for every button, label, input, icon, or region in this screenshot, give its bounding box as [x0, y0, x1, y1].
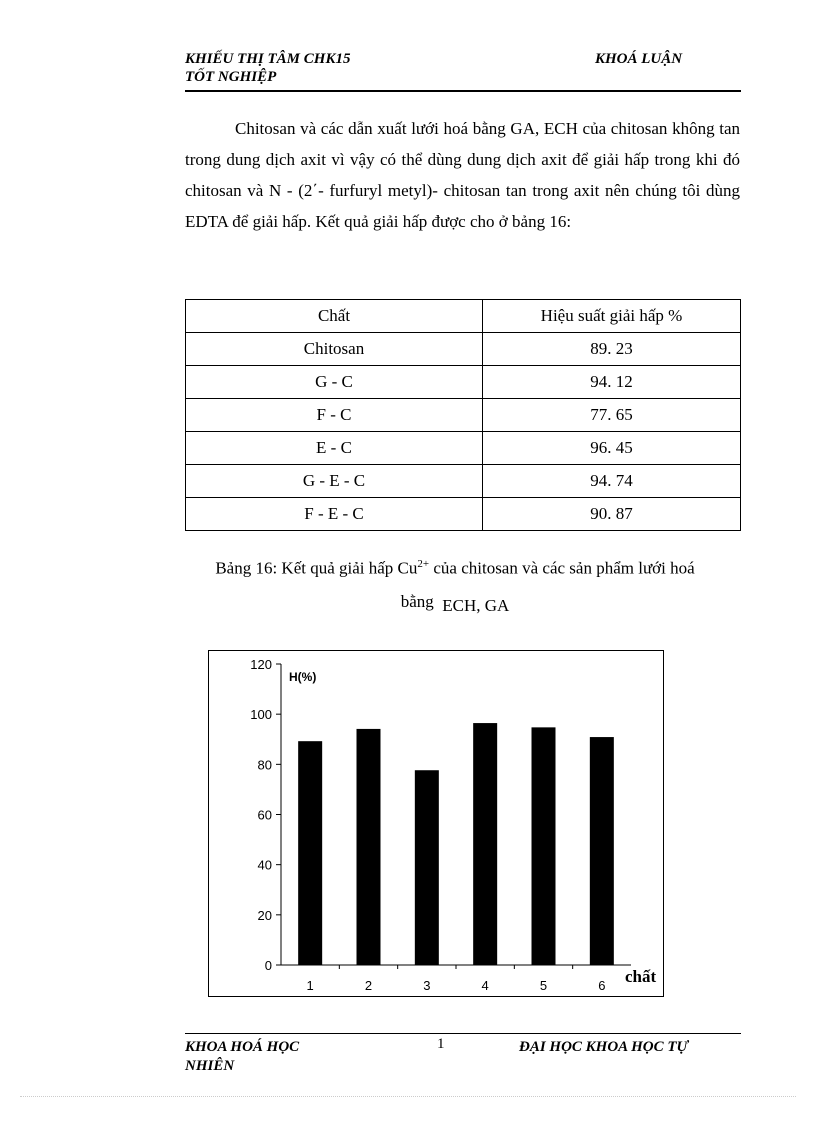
table-row	[186, 333, 741, 366]
table-header-row	[186, 300, 741, 333]
x-tick-label: 1	[306, 978, 314, 993]
cell-substance: G - C	[186, 366, 483, 399]
y-tick-label: 120	[250, 657, 272, 672]
caption-superscript: 2+	[417, 558, 430, 570]
footer-right: ĐẠI HỌC KHOA HỌC TỰ	[519, 1039, 689, 1055]
bar-chart	[209, 651, 663, 996]
cell-substance: E - C	[186, 432, 483, 465]
bar-6	[590, 737, 614, 965]
caption-line2-a: bằng	[400, 592, 434, 611]
x-tick-label: 3	[423, 978, 431, 993]
body-paragraph: Chitosan và các dẫn xuất lưới hoá bằng GA, ECH của chitosan không tan trong dung dịch axit vì vậy có thể dùng dung dịch axit để giải hấp trong khi đó chitosan và N - (2΄- furfuryl metyl)- chitosan tan trong axit nên chúng tôi dùng EDTA để giải hấp. Kết quả giải hấp được cho ở bảng 16:	[185, 119, 740, 231]
caption-text-start: Bảng 16: Kết quả giải hấp Cu	[215, 558, 418, 578]
header-left-line2: TỐT NGHIỆP	[185, 69, 277, 85]
cell-efficiency: 90. 87	[483, 498, 741, 531]
cell-efficiency: 94. 12	[483, 366, 741, 399]
footer-left-line1: KHOA HOÁ HỌC	[185, 1039, 300, 1055]
y-tick-label: 100	[250, 707, 272, 723]
y-tick-label: 20	[257, 907, 272, 923]
bar-1	[298, 741, 322, 965]
chart-frame	[208, 650, 664, 997]
x-tick-label: 4	[481, 978, 489, 993]
y-tick-label: 0	[264, 958, 272, 973]
bar-5	[532, 727, 556, 965]
col-header-substance: Chất	[186, 300, 483, 333]
cell-substance: F - C	[186, 399, 483, 432]
page-number: 1	[437, 1036, 445, 1052]
cell-efficiency: 96. 45	[483, 432, 741, 465]
bar-3	[415, 770, 439, 965]
x-tick-label: 5	[539, 978, 548, 993]
footer-rule	[185, 1033, 741, 1034]
cell-efficiency: 77. 65	[483, 399, 741, 432]
bar-4	[473, 723, 497, 965]
bar-2	[357, 729, 381, 965]
table-row	[186, 432, 741, 465]
y-tick-label: 80	[257, 757, 272, 773]
cell-substance: G - E - C	[186, 465, 483, 498]
cell-efficiency: 94. 74	[483, 465, 741, 498]
caption-text-end: của chitosan và các sản phẩm lưới hoá	[429, 558, 695, 578]
table-caption-line2	[170, 592, 740, 616]
cell-substance: F - E - C	[186, 498, 483, 531]
header-right: KHOÁ LUẬN	[595, 51, 683, 67]
header-left-line1: KHIẾU THỊ TÂM CHK15	[185, 51, 351, 67]
y-axis-label: H(%)	[289, 670, 317, 684]
table-row	[186, 399, 741, 432]
caption-line2-b: ECH, GA	[442, 596, 510, 615]
table-row	[186, 366, 741, 399]
table-caption-line1	[170, 558, 740, 579]
x-tick-label: 6	[598, 978, 606, 993]
x-axis-label: chất	[625, 967, 657, 986]
table-row	[186, 465, 741, 498]
footer-left-line2: NHIÊN	[185, 1058, 235, 1074]
x-tick-label: 2	[364, 978, 373, 993]
table-row	[186, 498, 741, 531]
page-bottom-guide	[20, 1096, 796, 1097]
header-rule	[185, 90, 741, 92]
cell-substance: Chitosan	[186, 333, 483, 366]
col-header-efficiency: Hiệu suất giải hấp %	[483, 300, 741, 333]
y-tick-label: 60	[257, 807, 272, 823]
cell-efficiency: 89. 23	[483, 333, 741, 366]
desorption-table	[185, 299, 741, 531]
y-tick-label: 40	[257, 857, 272, 873]
